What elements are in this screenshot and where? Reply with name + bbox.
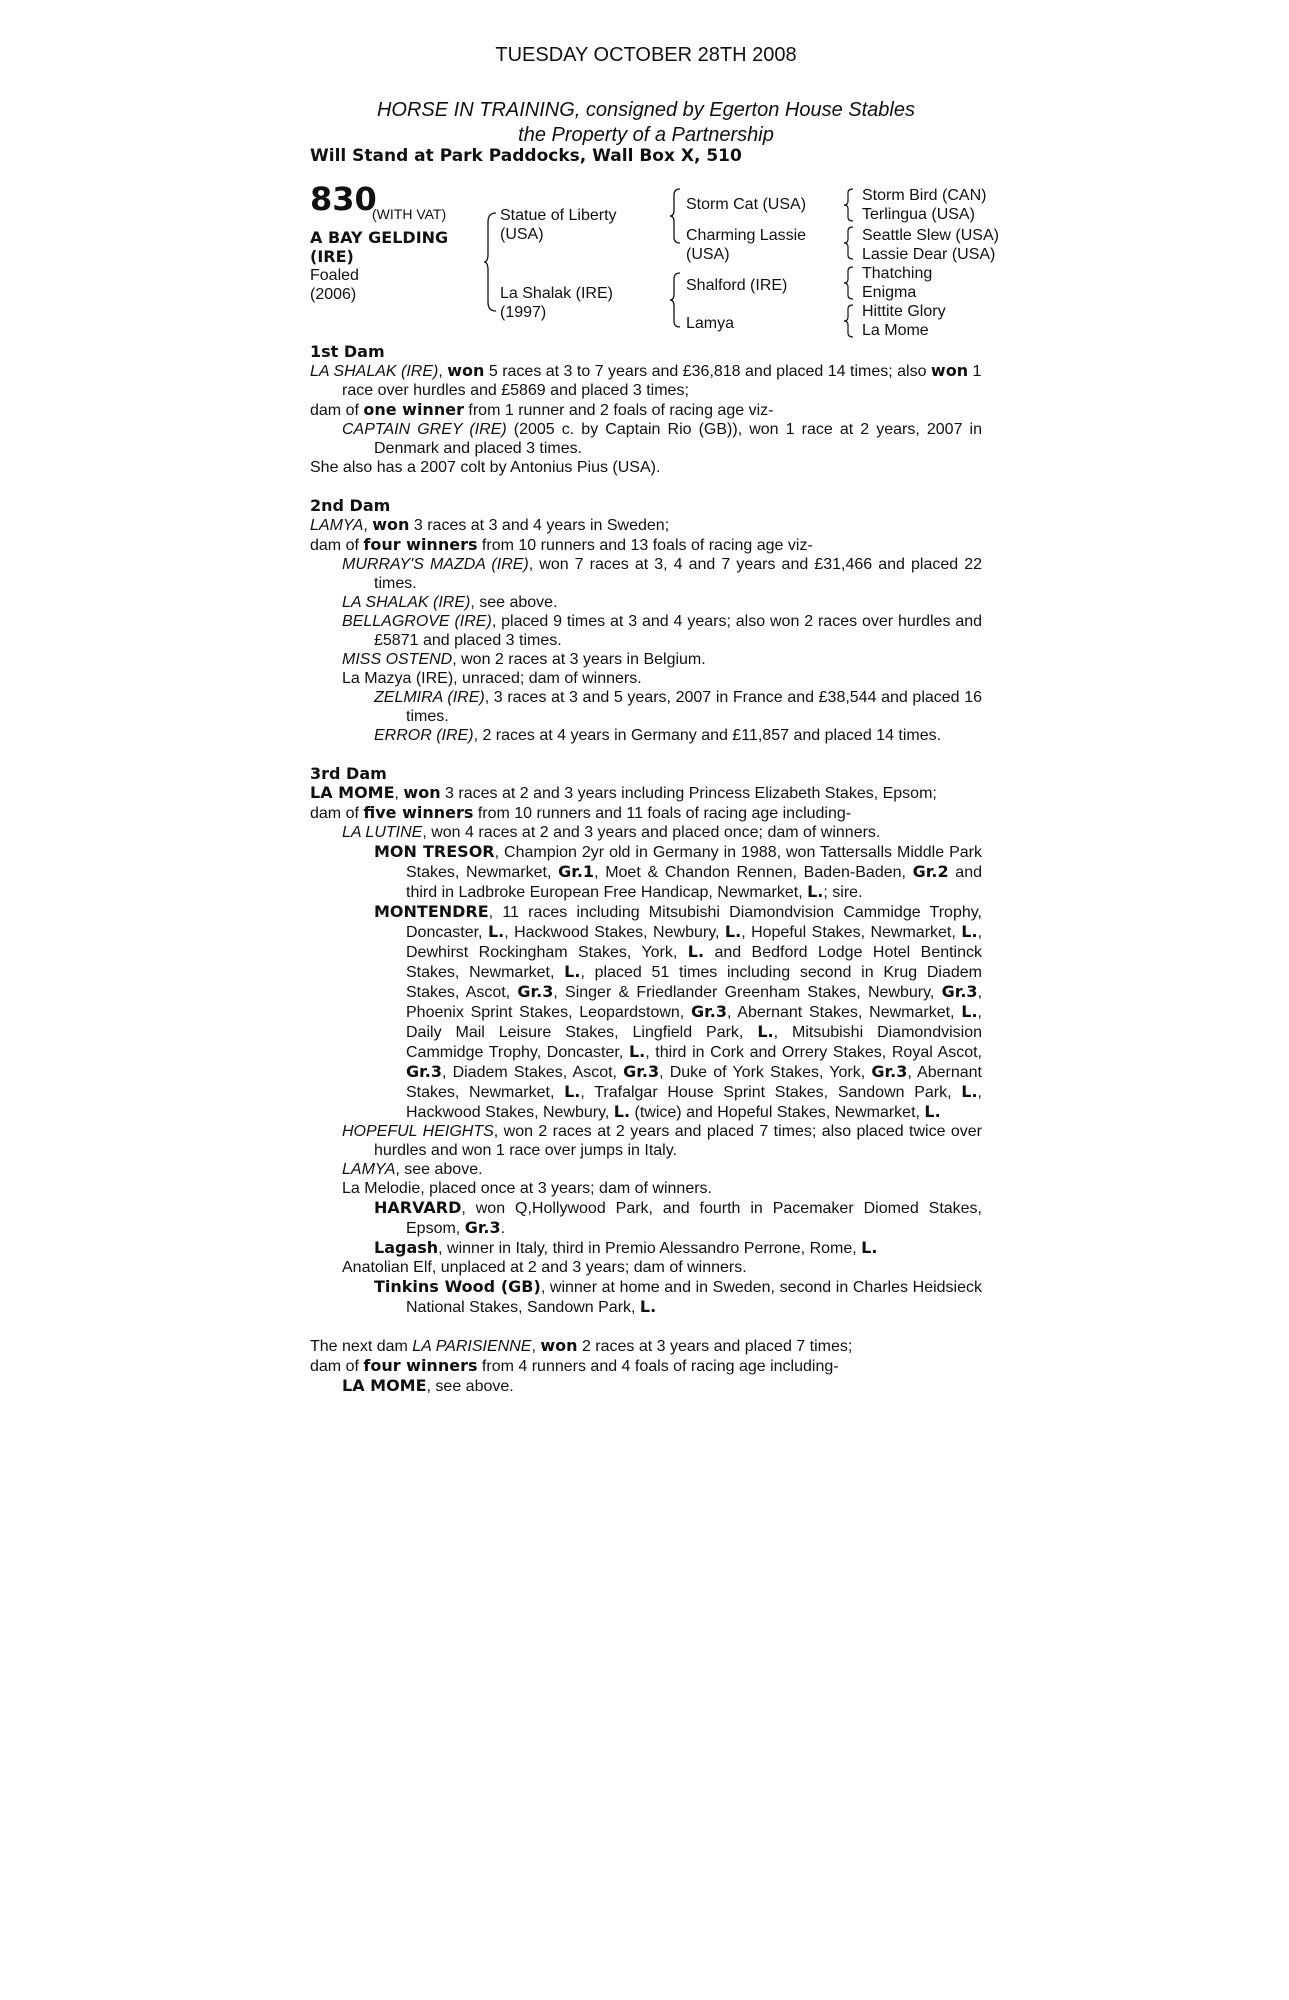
- lot-heading: [310, 98, 982, 148]
- won-label: won: [930, 361, 969, 380]
- brace-icon: [844, 266, 854, 300]
- grade-label: L.: [564, 962, 581, 981]
- progeny-entry: [310, 593, 982, 612]
- winners-count: one winner: [363, 400, 464, 419]
- progeny-name: Tinkins Wood (GB): [374, 1277, 541, 1296]
- progeny-name: LA SHALAK (IRE): [342, 594, 471, 611]
- record-text: 5 races at 3 to 7 years and £36,818 and placed 14 times; also: [484, 363, 931, 380]
- grade-label: L.: [861, 1238, 878, 1257]
- progeny-name: HARVARD: [374, 1198, 462, 1217]
- progeny-text: , Diadem Stakes, Ascot,: [441, 1064, 624, 1081]
- progeny-text: , Hackwood Stakes, Newbury,: [504, 924, 725, 941]
- foaled-label: Foaled: [310, 267, 359, 284]
- brace-icon: [844, 304, 854, 338]
- progeny-name: CAPTAIN GREY (IRE): [342, 421, 507, 438]
- grade-label: Gr.1: [558, 862, 595, 881]
- progeny-text: and Bedford Lodge Hotel Bentinck Stakes, Newmarket,: [406, 944, 983, 981]
- sds: Seattle Slew (USA): [862, 227, 999, 244]
- progeny-text: , Hackwood Stakes, Newbury,: [406, 1084, 982, 1121]
- record-text: 1 race over hurdles and £5869 and placed 3 times;: [342, 363, 982, 399]
- sire-line2: (USA): [500, 226, 544, 243]
- grade-label: L.: [961, 922, 978, 941]
- progeny-text: , Trafalgar House Sprint Stakes, Sandown Park,: [580, 1084, 962, 1101]
- grand-progeny-entry: [310, 1277, 982, 1317]
- record-text: 3 races at 2 and 3 years including Princess Elizabeth Stakes, Epsom;: [440, 785, 937, 802]
- progeny-name: ZELMIRA (IRE): [374, 689, 485, 706]
- progeny-entry: [310, 612, 982, 650]
- produce-text: from 10 runners and 13 foals of racing age viz-: [477, 537, 813, 554]
- property-line: the Property of a Partnership: [518, 124, 774, 146]
- progeny-name: MONTENDRE: [374, 902, 489, 921]
- progeny-text: , Abernant Stakes, Newmarket,: [406, 1064, 982, 1101]
- progeny-text: , won 2 races at 3 years in Belgium.: [452, 651, 706, 668]
- progeny-text: and third in Ladbroke European Free Handicap, Newmarket,: [406, 864, 982, 901]
- progeny-text: .: [500, 1220, 506, 1237]
- ssd: Terlingua (USA): [862, 206, 975, 223]
- first-dam-record: LA SHALAK (IRE), won 5 races at 3 to 7 years and £36,818 and placed 14 times; also won 1 race over hurdles and £5869 and placed 3 times;: [310, 361, 982, 399]
- dss: Thatching: [862, 265, 933, 282]
- progeny-text: , placed 51 times including second in Krug Diadem Stakes, Ascot,: [406, 964, 983, 1001]
- sire-dam-line1: Charming Lassie: [686, 227, 807, 244]
- progeny-text: , won Q,Hollywood Park, and fourth in Pacemaker Diomed Stakes, Epsom,: [406, 1200, 982, 1237]
- grade-label: L.: [564, 1082, 581, 1101]
- progeny-text: , Moet & Chandon Rennen, Baden-Baden,: [594, 864, 913, 881]
- progeny-text: , Mitsubishi Diamondvision Cammidge Trophy, Doncaster,: [406, 1024, 983, 1061]
- dam-line1: La Shalak (IRE): [500, 285, 613, 302]
- won-label: won: [403, 783, 441, 802]
- progeny-entry: [310, 420, 982, 458]
- progeny-name: MON TRESOR: [374, 842, 495, 861]
- grade-label: L.: [961, 1082, 978, 1101]
- sire: [500, 206, 617, 244]
- progeny-name: MISS OSTEND: [342, 651, 453, 668]
- brace-icon: [844, 226, 854, 260]
- progeny-text: , Singer & Friedlander Greenham Stakes, Newbury,: [553, 984, 942, 1001]
- progeny-entry: La Mazya (IRE), unraced; dam of winners.: [342, 670, 642, 687]
- grade-label: Gr.3: [406, 1062, 442, 1081]
- progeny-text: , winner in Italy, third in Premio Alessandro Perrone, Rome,: [438, 1240, 862, 1257]
- progeny-text: , 11 races including Mitsubishi Diamondvision Cammidge Trophy, Doncaster,: [406, 904, 982, 941]
- dam-name: LA PARISIENNE: [412, 1338, 532, 1355]
- progeny-text: (2005 c. by Captain Rio (GB)), won 1 race at 2 years, 2007 in Denmark and placed 3 times.: [374, 421, 982, 457]
- second-dam-record: LAMYA, won 3 races at 3 and 4 years in Sweden;: [310, 515, 670, 534]
- horse-description: [310, 228, 460, 266]
- progeny-text: , Dewhirst Rockingham Stakes, York,: [406, 924, 983, 961]
- progeny-text: , Abernant Stakes, Newmarket,: [726, 1004, 962, 1021]
- brace-icon: [484, 212, 498, 312]
- sdd: Lassie Dear (USA): [862, 246, 996, 263]
- third-dam-record: LA MOME, won 3 races at 2 and 3 years including Princess Elizabeth Stakes, Epsom;: [310, 783, 937, 802]
- progeny-text: , third in Cork and Orrery Stakes, Royal Ascot,: [645, 1044, 982, 1061]
- progeny-text: , Champion 2yr old in Germany in 1988, won Tattersalls Middle Park Stakes, Newmarket,: [406, 844, 982, 881]
- sire-line1: Statue of Liberty: [500, 207, 617, 224]
- progeny-entry: La Melodie, placed once at 3 years; dam of winners.: [342, 1180, 712, 1197]
- sire-dam-parents: [862, 226, 999, 264]
- horse-description-line1: A BAY GELDING: [310, 228, 449, 247]
- first-dam-produce: [310, 400, 982, 420]
- sss: Storm Bird (CAN): [862, 187, 987, 204]
- first-dam-also: She also has a 2007 colt by Antonius Pius (USA).: [310, 459, 661, 476]
- grand-progeny-entry: [310, 1238, 982, 1258]
- dam-name: LA SHALAK (IRE): [310, 363, 439, 380]
- winners-count: five winners: [363, 803, 474, 822]
- winners-count: four winners: [363, 535, 478, 554]
- brace-icon: [670, 188, 682, 244]
- grade-label: L.: [487, 922, 505, 941]
- produce-text: from 10 runners and 11 foals of racing age including-: [473, 805, 852, 822]
- record-text: 2 races at 3 years and placed 7 times;: [577, 1338, 853, 1355]
- grade-label: L.: [757, 1022, 774, 1041]
- grade-label: L.: [961, 1002, 978, 1021]
- progeny-text: , see above.: [470, 594, 558, 611]
- progeny-name: MURRAY'S MAZDA (IRE): [342, 556, 529, 573]
- stand-location: Will Stand at Park Paddocks, Wall Box X, 510: [310, 146, 742, 166]
- grade-label: Gr.3: [464, 1218, 501, 1237]
- progeny-name: HOPEFUL HEIGHTS: [342, 1123, 494, 1140]
- progeny-entry: [310, 1160, 982, 1179]
- grade-label: Gr.3: [691, 1002, 727, 1021]
- grade-label: Gr.3: [871, 1062, 908, 1081]
- progeny-name: ERROR (IRE): [374, 727, 474, 744]
- grade-label: Gr.3: [517, 982, 554, 1001]
- dds: Hittite Glory: [862, 303, 946, 320]
- grade-label: Gr.3: [941, 982, 978, 1001]
- pedigree-table: [310, 180, 1000, 341]
- grade-label: L.: [807, 882, 824, 901]
- progeny-name: LA MOME: [342, 1376, 427, 1395]
- grade-label: Gr.2: [912, 862, 949, 881]
- progeny-text: , see above.: [395, 1161, 483, 1178]
- progeny-text: , winner at home and in Sweden, second in Charles Heidsieck National Stakes, Sandown Park,: [406, 1279, 982, 1316]
- grand-progeny-entry: [310, 842, 982, 902]
- sire-sire: Storm Cat (USA): [686, 196, 807, 213]
- dam-dam-parents: [862, 302, 946, 340]
- progeny-name: LA LUTINE: [342, 824, 423, 841]
- progeny-text: , won 4 races at 2 and 3 years and placed once; dam of winners.: [422, 824, 881, 841]
- foaled: [310, 266, 359, 304]
- dam-sire-parents: [862, 264, 932, 302]
- dsd: Enigma: [862, 284, 917, 301]
- grade-label: Gr.3: [623, 1062, 660, 1081]
- dam-line2: (1997): [500, 304, 547, 321]
- progeny-name: LAMYA: [342, 1161, 396, 1178]
- won-label: won: [447, 361, 485, 380]
- winners-count: four winners: [363, 1356, 478, 1375]
- vat-note: (WITH VAT): [372, 206, 447, 222]
- foaled-year: (2006): [310, 286, 357, 303]
- dam-name: LA MOME: [310, 783, 395, 802]
- dam-of-label: dam of: [310, 805, 364, 822]
- progeny-text: , Daily Mail Leisure Stakes, Lingfield Park,: [406, 1004, 982, 1041]
- ddd: La Mome: [862, 322, 929, 339]
- progeny-entry: [310, 1376, 982, 1396]
- grand-progeny-entry: [310, 1198, 982, 1238]
- progeny-text: , Duke of York Stakes, York,: [659, 1064, 872, 1081]
- third-dam-heading: 3rd Dam: [310, 764, 387, 783]
- next-dam-intro: The next dam: [310, 1338, 413, 1355]
- second-dam-heading: 2nd Dam: [310, 496, 391, 515]
- progeny-text: , won 2 races at 2 years and placed 7 times; also placed twice over hurdles and won 1 race over jumps in Italy.: [374, 1123, 982, 1159]
- second-dam-produce: [310, 535, 982, 555]
- lot-number: 830: [310, 180, 377, 218]
- next-dam-produce: [310, 1356, 982, 1376]
- progeny-entry: Anatolian Elf, unplaced at 2 and 3 years; dam of winners.: [342, 1259, 747, 1276]
- progeny-entry: [310, 823, 982, 842]
- progeny-name: Lagash: [374, 1238, 439, 1257]
- sale-date: TUESDAY OCTOBER 28TH 2008: [495, 44, 797, 66]
- brace-icon: [844, 188, 854, 222]
- pedigree-notes: [310, 342, 982, 1396]
- dam-of-label: dam of: [310, 402, 364, 419]
- dam: [500, 284, 613, 322]
- sire-dam: [686, 226, 806, 264]
- brace-icon: [670, 272, 682, 328]
- progeny-entry: [310, 650, 982, 669]
- grand-progeny-entry: [310, 688, 982, 726]
- grade-label: L.: [687, 942, 705, 961]
- progeny-text: , won 7 races at 3, 4 and 7 years and £31,466 and placed 22 times.: [374, 556, 983, 592]
- progeny-text: , 2 races at 4 years in Germany and £11,857 and placed 14 times.: [473, 727, 942, 744]
- progeny-entry: [310, 555, 982, 593]
- progeny-name: BELLAGROVE (IRE): [342, 613, 492, 630]
- won-label: won: [372, 515, 410, 534]
- dam-of-label: dam of: [310, 537, 364, 554]
- grade-label: L.: [613, 1102, 631, 1121]
- record-text: 3 races at 3 and 4 years in Sweden;: [409, 517, 670, 534]
- horse-description-line2: (IRE): [310, 247, 354, 266]
- grade-label: L.: [639, 1297, 657, 1316]
- progeny-text: , Phoenix Sprint Stakes, Leopardstown,: [406, 984, 983, 1021]
- sire-sire-parents: [862, 186, 986, 224]
- progeny-text: (twice) and Hopeful Stakes, Newmarket,: [630, 1104, 925, 1121]
- first-dam-heading: 1st Dam: [310, 342, 385, 361]
- next-dam-record: The next dam LA PARISIENNE, won 2 races at 3 years and placed 7 times;: [310, 1336, 853, 1355]
- grade-label: L.: [724, 922, 742, 941]
- grand-progeny-entry: [310, 902, 982, 1122]
- grade-label: L.: [628, 1042, 646, 1061]
- produce-text: from 4 runners and 4 foals of racing age including-: [477, 1358, 839, 1375]
- grand-progeny-entry: [310, 726, 982, 745]
- progeny-text: , Hopeful Stakes, Newmarket,: [741, 924, 962, 941]
- dam-sire: Shalford (IRE): [686, 277, 788, 294]
- progeny-entry: [310, 1122, 982, 1160]
- grade-label: L.: [924, 1102, 941, 1121]
- won-label: won: [540, 1336, 578, 1355]
- sire-dam-line2: (USA): [686, 246, 730, 263]
- third-dam-produce: [310, 803, 982, 823]
- progeny-text: ; sire.: [823, 884, 863, 901]
- progeny-text: , see above.: [426, 1378, 514, 1395]
- dam-name: LAMYA: [310, 517, 364, 534]
- dam-dam: Lamya: [686, 315, 735, 332]
- progeny-text: , 3 races at 3 and 5 years, 2007 in France and £38,544 and placed 16 times.: [406, 689, 982, 725]
- dam-of-label: dam of: [310, 1358, 364, 1375]
- progeny-text: , placed 9 times at 3 and 4 years; also won 2 races over hurdles and £5871 and placed 3 times.: [374, 613, 983, 649]
- consignor-line: HORSE IN TRAINING, consigned by Egerton House Stables: [376, 99, 915, 121]
- produce-text: from 1 runner and 2 foals of racing age viz-: [463, 402, 774, 419]
